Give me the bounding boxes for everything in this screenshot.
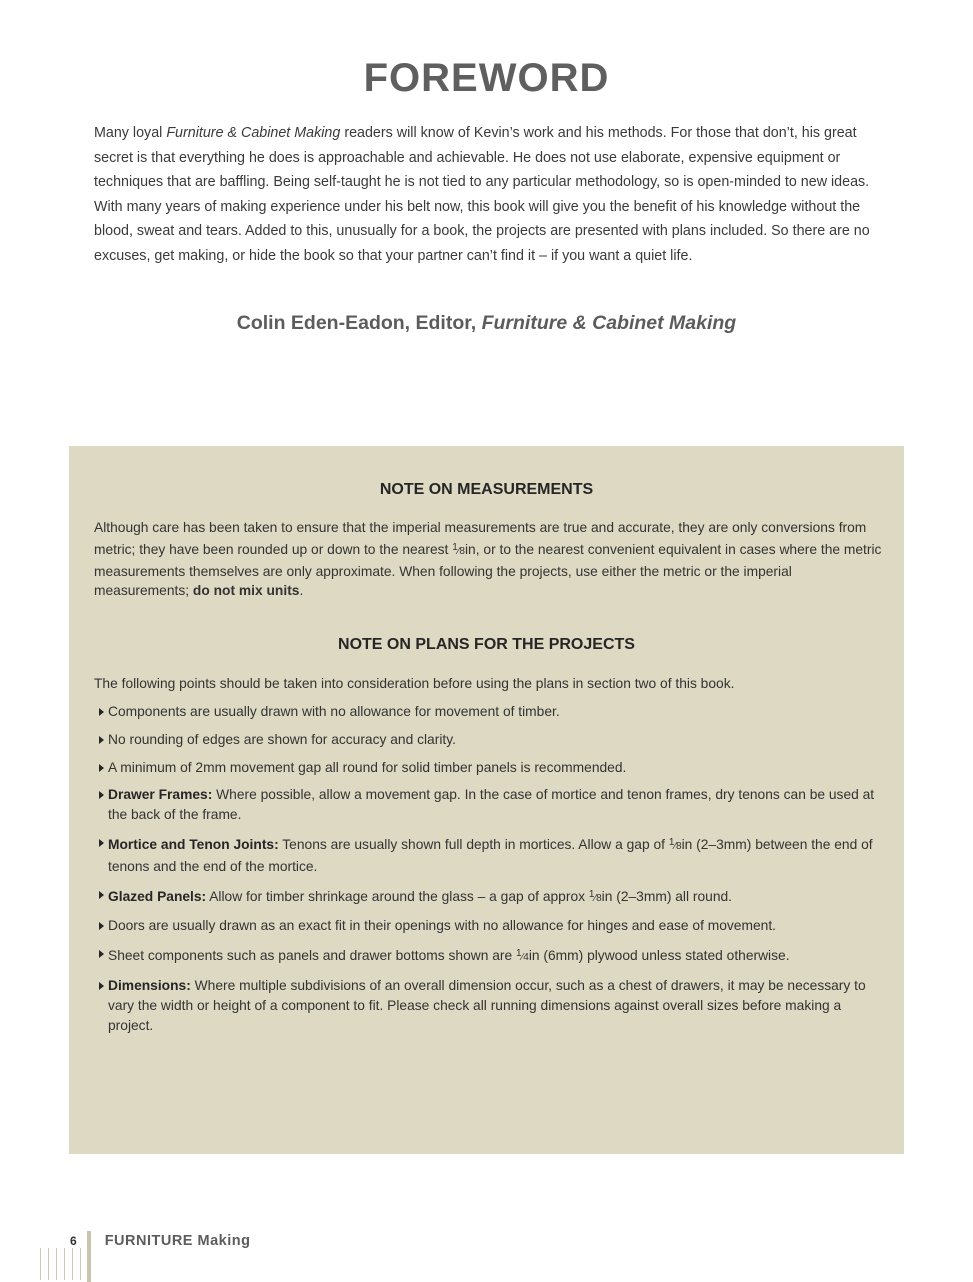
page-title: FOREWORD (363, 56, 610, 100)
bullet-label: Mortice and Tenon Joints: (108, 836, 279, 852)
signature-name: Colin Eden-Eadon, Editor, (236, 312, 482, 334)
fraction-denominator: ⁄4 (521, 952, 529, 964)
bullet-arrow-icon (99, 891, 104, 899)
fraction-denominator: ⁄8 (457, 545, 465, 557)
measurements-heading: NOTE ON MEASUREMENTS (379, 481, 594, 498)
stripe (40, 1248, 41, 1280)
measurements-part1: Although care has been taken to ensure that the imperial measurements are true and accurate, they are only conversions from metric; they have been rounded up or down to the nearest (94, 520, 867, 557)
running-title-rest: Making (192, 1233, 251, 1249)
bullet-text: Sheet components such as panels and drawer bottoms shown are (108, 948, 517, 964)
bullet-text: Tenons are usually shown full depth in mortices. Allow a gap of (278, 836, 669, 852)
list-item (94, 916, 884, 936)
list-item (94, 944, 884, 968)
list-item (94, 758, 884, 778)
measurements-unit: in (464, 541, 476, 557)
intro-before: Many loyal (94, 125, 167, 141)
bullet-text: Doors are usually drawn as an exact fit in their openings with no allowance for hinges and ease of movement. (108, 918, 776, 934)
page-number: 6 (70, 1234, 77, 1248)
fraction-denominator: ⁄8 (674, 840, 682, 852)
stripe (56, 1248, 57, 1280)
bullet-label: Dimensions: (108, 977, 191, 993)
bullet-arrow-icon (99, 839, 104, 847)
plans-list (94, 702, 884, 1043)
list-item (94, 785, 884, 825)
bullet-text: Allow for timber shrinkage around the glass – a gap of approx (206, 888, 589, 904)
bullet-text-cont: in (2–3mm) between the end of tenons and the end of the mortice. (108, 836, 873, 874)
list-item (94, 976, 884, 1035)
signature-magazine: Furniture & Cabinet Making (481, 312, 737, 334)
bullet-text: A minimum of 2mm movement gap all round for solid timber panels is recommended. (108, 759, 627, 775)
measurements-end: . (299, 583, 304, 599)
bullet-text-cont: in (6mm) plywood unless stated otherwise. (528, 948, 790, 964)
notes-panel (69, 446, 904, 1154)
bullet-arrow-icon (99, 950, 104, 958)
intro-magazine-title: Furniture & Cabinet Making (166, 125, 341, 141)
measurements-bold: do not mix units (192, 583, 300, 599)
running-title (105, 1233, 251, 1249)
stripe (80, 1248, 81, 1280)
bullet-text: Where possible, allow a movement gap. In the case of mortice and tenon frames, dry tenons can be used at the back of the frame. (108, 787, 875, 823)
measurements-text (94, 518, 884, 601)
bullet-arrow-icon (99, 708, 104, 716)
list-item (94, 702, 884, 722)
running-title-bold: FURNITURE (104, 1233, 193, 1249)
fraction-numerator: 1 (588, 888, 595, 900)
bullet-text: Components are usually drawn with no allowance for movement of timber. (108, 704, 560, 719)
list-item (94, 833, 884, 877)
stripe (48, 1248, 49, 1280)
stripe (64, 1248, 65, 1280)
bullet-label: Drawer Frames: (108, 787, 213, 803)
bullet-arrow-icon (99, 764, 104, 772)
bullet-text: No rounding of edges are shown for accuracy and clarity. (108, 731, 456, 747)
bullet-arrow-icon (99, 791, 104, 799)
list-item (94, 730, 884, 750)
bullet-arrow-icon (99, 922, 104, 930)
measurements-part2: , or to the nearest convenient equivalent in cases where the metric measurements themselves are only approximate. When following the projects, use either the metric or the imperial measurements; (94, 541, 882, 599)
plans-intro: The following points should be taken into consideration before using the plans in section two of this book. (94, 676, 735, 691)
stripe (72, 1248, 73, 1280)
fraction-numerator: 1 (516, 948, 522, 960)
fraction-denominator: ⁄8 (594, 892, 602, 904)
intro-after: readers will know of Kevin’s work and his methods. For those that don’t, his great secret is that everything he does is approachable and achievable. He does not use elaborate, expensive equipment or techniques that are baffling. Being self-taught he is not tied to any particular methodology, so is open-minded to new ideas. With many years of making experience under his belt now, this book will give you the benefit of his knowledge without the blood, sweat and tears. Added to this, unusually for a book, the projects are presented with plans included. So there are no excuses, get making, or hide the book so that your partner can’t find it – if you want a quiet life. (94, 125, 870, 264)
bullet-arrow-icon (99, 736, 104, 744)
bullet-text-cont: in (2–3mm) all round. (601, 888, 733, 904)
fraction-numerator: 1 (668, 836, 675, 848)
list-item (94, 885, 884, 909)
signature (0, 312, 973, 335)
bullet-arrow-icon (99, 982, 104, 990)
bullet-label: Glazed Panels: (108, 888, 207, 904)
bullet-text: Where multiple subdivisions of an overall dimension occur, such as a chest of drawers, it may be necessary to vary the width or height of a component to fit. Please check all running dimensions against overall sizes before making a project. (108, 977, 866, 1033)
fraction-numerator: 1 (452, 541, 458, 553)
page-footer (70, 1229, 250, 1253)
footer-stripes (40, 1248, 88, 1280)
plans-heading: NOTE ON PLANS FOR THE PROJECTS (338, 636, 635, 653)
foreword-paragraph (94, 121, 879, 269)
